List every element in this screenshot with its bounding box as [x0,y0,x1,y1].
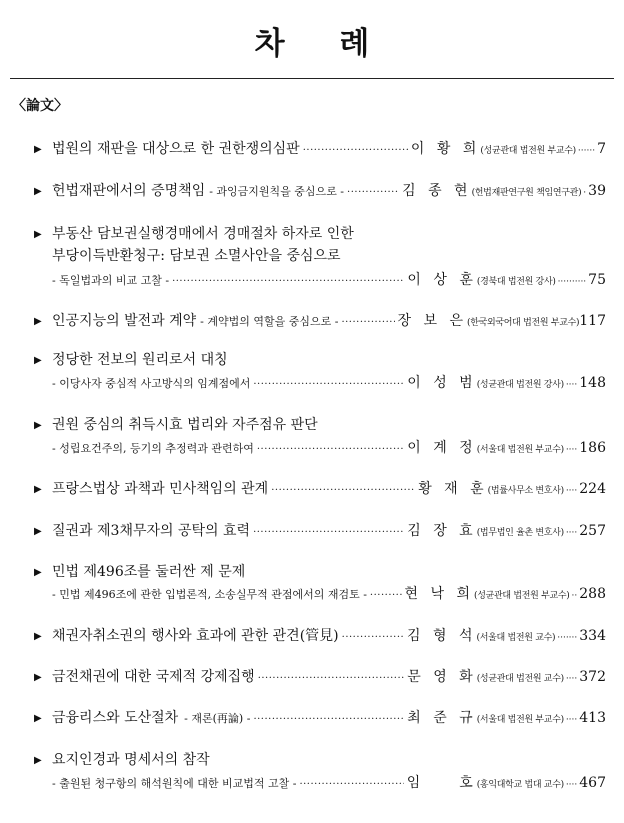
entry-affiliation: (서울대 법전원 부교수) [476,445,564,455]
bullet-icon: ▶ [34,713,42,724]
entry-subtitle: - 출원된 청구항의 해석원칙에 대한 비교법적 고찰 - [52,777,297,790]
entry-title: 권원 중심의 취득시효 법리와 자주점유 판단 [52,417,318,433]
leader-dots: ···· [565,528,578,538]
entry-page: 148 [579,375,606,391]
entry-title: 프랑스법상 과책과 민사책임의 관계 [52,481,269,497]
entry-page: 186 [579,440,606,456]
leader-dots: ···· [565,674,578,684]
leader-dots: ···· [565,445,578,455]
entry-title: 채권자취소권의 행사와 효과에 관한 관견(管見) [52,628,339,644]
entry-affiliation: (성균관대 법전원 강사) [476,380,564,390]
entry-page: 224 [579,481,606,497]
entry-affiliation: (서울대 법전원 교수) [476,633,556,643]
entry-author: 현 낙 희 [404,586,475,602]
entry-subtitle: - 독일법과의 비교 고찰 - [52,274,170,287]
section-label: 〈論文〉 [12,98,68,114]
entry-title: 금융리스와 도산절차 [52,710,179,726]
entry-author: 김 형 석 [407,628,477,644]
entry-title: 법원의 재판을 대상으로 한 권한쟁의심판 [52,141,300,157]
leader-dots [172,273,404,290]
entry-author: 이 상 훈 [407,272,477,288]
entry-page: 413 [579,710,606,726]
leader-dots [271,482,415,499]
entry-title: 요지인경과 명세서의 참작 [52,752,210,768]
leader-dots [253,376,404,393]
leader-dots: ······ [577,146,596,156]
bullet-icon: ▶ [34,484,42,495]
bullet-icon: ▶ [34,755,42,766]
leader-dots: ·········· [557,277,587,287]
leader-dots: · [583,188,587,198]
entry-affiliation: (법무법인 율촌 변호사) [476,528,564,538]
entry-title: 금전채권에 대한 국제적 강제집행 [52,669,255,685]
entry-page: 117 [579,313,606,329]
leader-dots [341,314,394,331]
entry-author: 김 장 효 [407,523,477,539]
bullet-icon: ▶ [34,567,42,578]
leader-dots [299,776,403,793]
entry-author: 장 보 은 [397,313,467,329]
bullet-icon: ▶ [34,526,42,537]
bullet-icon: ▶ [34,672,42,683]
entry-author: 이 계 정 [407,440,477,456]
entry-page: 39 [588,183,606,199]
bullet-icon: ▶ [34,144,42,155]
bullet-icon: ▶ [34,420,42,431]
entry-subtitle: - 재론(再論) - [184,712,251,725]
entry-subtitle: - 계약법의 역할을 중심으로 - [200,315,339,328]
entry-page: 7 [597,141,606,157]
leader-dots [347,184,399,201]
entry-title: 민법 제496조를 둘러싼 제 문제 [52,564,246,580]
entry-subtitle: - 민법 제496조에 관한 입법론적, 소송실무적 관점에서의 재검토 - [52,588,367,601]
title-divider [10,78,614,79]
entry-affiliation: (서울대 법전원 부교수) [476,715,564,725]
leader-dots [370,587,402,604]
entry-subtitle: - 과잉금지원칙을 중심으로 - [209,185,345,198]
entry-affiliation: (성균관대 법전원 부교수) [480,146,576,156]
entry-page: 372 [579,669,606,685]
entry-page: 334 [579,628,606,644]
entry-title: 질권과 제3채무자의 공탁의 효력 [52,523,251,539]
entry-title-continued: 부당이득반환청구: 담보권 소멸사안을 중심으로 [52,248,341,264]
entry-author: 문 영 화 [407,669,477,685]
entry-author: 최 준 규 [407,710,477,726]
leader-dots: ···· [565,380,578,390]
entry-title: 인공지능의 발전과 계약 [52,313,197,329]
bullet-icon: ▶ [34,229,42,240]
leader-dots: ···· [565,780,578,790]
page-title: 차 례 [254,26,392,62]
leader-dots: ···· [565,486,578,496]
entry-affiliation: (헌법재판연구원 책임연구관) [471,188,582,198]
bullet-icon: ▶ [34,186,42,197]
entry-affiliation: (경북대 법전원 강사) [476,277,556,287]
entry-page: 467 [579,775,606,791]
leader-dots [258,670,405,687]
leader-dots: ······· [557,633,578,643]
entry-affiliation: (성균관대 법전원 교수) [476,674,564,684]
entry-author: 임 호 [406,775,477,791]
entry-author: 황 재 훈 [418,481,488,497]
entry-page: 257 [579,523,606,539]
entry-subtitle: - 성립요건주의, 등기의 추정력과 관련하여 [52,442,254,455]
leader-dots [342,629,404,646]
entry-page: 288 [579,586,606,602]
entry-subtitle: - 이당사자 중심적 사고방식의 임계점에서 [52,377,251,390]
leader-dots [303,142,408,159]
entry-author: 이 황 희 [410,141,481,157]
leader-dots: ·· [571,591,578,601]
entry-affiliation: (홍익대학교 법대 교수) [476,780,564,790]
entry-title: 부동산 담보권실행경매에서 경매절차 하자로 인한 [52,226,354,242]
bullet-icon: ▶ [34,355,42,366]
leader-dots [257,441,404,458]
entry-author: 이 성 범 [407,375,477,391]
bullet-icon: ▶ [34,631,42,642]
entry-title: 정당한 전보의 원리로서 대칭 [52,352,228,368]
bullet-icon: ▶ [34,316,42,327]
entry-page: 75 [588,272,606,288]
entry-affiliation: (한국외국어대 법전원 부교수) [466,318,580,328]
leader-dots: ···· [565,715,578,725]
entry-affiliation: (법률사무소 변호사) [487,486,564,496]
entry-affiliation: (성균관대 법전원 부교수) [474,591,570,601]
leader-dots [253,711,404,728]
entry-title: 헌법재판에서의 증명책임 [52,183,206,199]
leader-dots [253,524,404,541]
entry-author: 김 종 현 [402,183,472,199]
